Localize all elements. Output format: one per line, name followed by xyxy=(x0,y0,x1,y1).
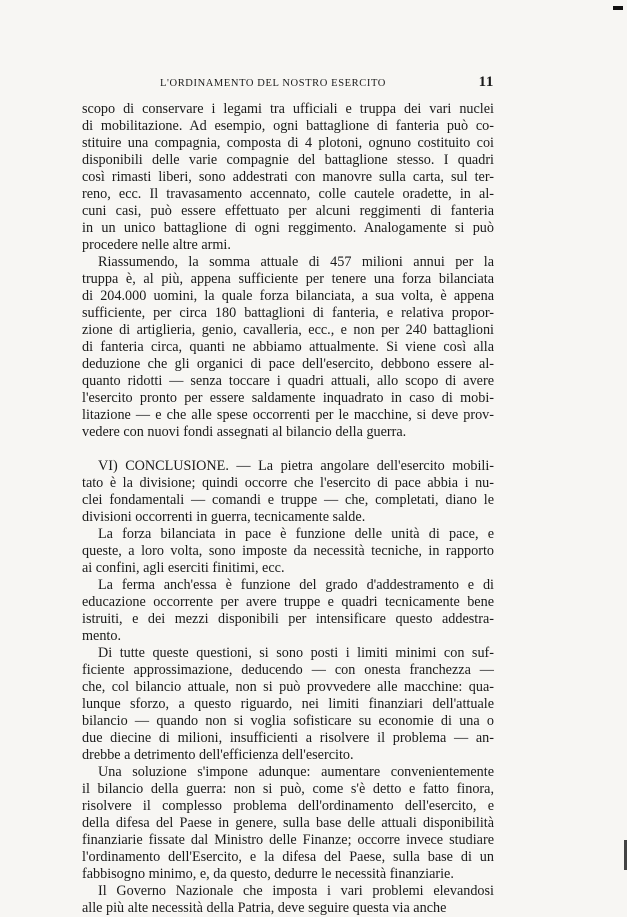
text-line: ai confini, agli eserciti finitimi, ecc. xyxy=(82,560,285,576)
scan-edge-mark xyxy=(613,6,623,10)
text-line: scopo di conservare i legami tra ufficiali e truppa dei vari nuclei xyxy=(82,101,494,117)
paragraph-gap xyxy=(82,441,494,458)
text-line: il bilancio della guerra: non si può, come s'è detto e fatto finora, xyxy=(82,781,494,797)
text-line: stituire una compagnia, composta di 4 plotoni, ognuno costituito coi xyxy=(82,135,494,151)
text-line: istruiti, e dei mezzi disponibili per intensificare questo addestra- xyxy=(82,611,494,627)
text-line: quanto ridotti — senza toccare i quadri attuali, allo scopo di avere xyxy=(82,373,494,389)
text-line: di fanteria circa, quanti ne abbiamo attualmente. Si viene così alla xyxy=(82,339,494,355)
text-line: La forza bilanciata in pace è funzione delle unità di pace, e xyxy=(98,526,494,542)
text-line: risolvere il complesso problema dell'ordinamento dell'esercito, e xyxy=(82,798,494,814)
text-line: procedere nelle altre armi. xyxy=(82,237,231,253)
text-line: deduzione che gli organici di pace dell'esercito, debbono essere al- xyxy=(82,356,494,372)
text-line: di 204.000 uomini, la quale forza bilanciata, a sua volta, è appena xyxy=(82,288,494,304)
page-number: 11 xyxy=(478,74,494,90)
text-line: VI) CONCLUSIONE. — La pietra angolare dell'esercito mobili- xyxy=(98,458,494,474)
text-line: l'esercito pronto per essere saldamente inquadrato in caso di mobi- xyxy=(82,390,494,406)
text-line: così rimasti liberi, sono addestrati con manovre sulla carta, sul ter- xyxy=(82,169,494,185)
text-line: cuni casi, può essere effettuato per alcuni reggimenti di fanteria xyxy=(82,203,494,219)
text-line: truppa è, al più, appena sufficiente per tenere una forza bilanciata xyxy=(82,271,494,287)
text-line: di mobilitazione. Ad esempio, ogni battaglione di fanteria può co- xyxy=(82,118,494,134)
text-line: educazione occorrente per avere truppe e quadri tecnicamente bene xyxy=(82,594,494,610)
text-line: litazione — e che alle spese occorrenti per le macchine, si deve prov- xyxy=(82,407,494,423)
text-line: Il Governo Nazionale che imposta i vari problemi elevandosi xyxy=(98,883,494,899)
text-line: finanziarie fissate dal Ministro delle Finanze; occorre invece studiare xyxy=(82,832,494,848)
text-line: Di tutte queste questioni, si sono posti i limiti minimi con suf- xyxy=(98,645,494,661)
text-line: clei fondamentali — comandi e truppe — che, completati, diano le xyxy=(82,492,494,508)
text-line: queste, a loro volta, sono imposte da necessità tecniche, in rapporto xyxy=(82,543,494,559)
text-line: disponibili delle varie compagnie del battaglione stesso. I quadri xyxy=(82,152,494,168)
text-line: sufficiente, per circa 180 battaglioni di fanteria, e relativa propor- xyxy=(82,305,494,321)
text-line: zione di artiglieria, genio, cavalleria, ecc., e non per 240 battaglioni xyxy=(82,322,494,338)
text-line: reno, ecc. Il travasamento accennato, colle cautele oradette, in al- xyxy=(82,186,494,202)
text-line: della difesa del Paese in genere, sulla base delle attuali disponibilità xyxy=(82,815,494,831)
text-line: Riassumendo, la somma attuale di 457 milioni annui per la xyxy=(98,254,494,270)
text-line: alle più alte necessità della Patria, deve seguire questa via anche xyxy=(82,900,447,916)
text-line: bilancio — quando non si voglia sofisticare su economie di una o xyxy=(82,713,494,729)
text-line: due diecine di milioni, insufficienti a risolvere il problema — an- xyxy=(82,730,494,746)
text-line: fabbisogno minimo, e, da questo, dedurre le necessità finanziarie. xyxy=(82,866,454,882)
text-line: Una soluzione s'impone adunque: aumentare convenientemente xyxy=(98,764,494,780)
text-line: vedere con nuovi fondi assegnati al bilancio della guerra. xyxy=(82,424,407,440)
text-line: divisioni occorrenti in guerra, tecnicamente salde. xyxy=(82,509,366,525)
text-line: che, col bilancio attuale, non si può provvedere alle macchine: qua- xyxy=(82,679,494,695)
text-line: drebbe a detrimento dell'efficienza dell'esercito. xyxy=(82,747,354,763)
text-line: lunque sforzo, a questo riguardo, nei limiti finanziari dell'attuale xyxy=(82,696,494,712)
text-line: l'ordinamento dell'Esercito, e la difesa del Paese, sulla base di un xyxy=(82,849,494,865)
text-line: mento. xyxy=(82,628,122,644)
text-line: tato è la divisione; quindi occorre che l'esercito di pace abbia i nu- xyxy=(82,475,494,491)
running-title: L'ORDINAMENTO DEL NOSTRO ESERCITO xyxy=(160,78,386,89)
body-text xyxy=(82,101,494,917)
text-line: La ferma anch'essa è funzione del grado d'addestramento e di xyxy=(98,577,494,593)
text-line: in un unico battaglione di ogni reggimento. Analogamente si può xyxy=(82,220,494,236)
text-line: ficiente approssimazione, deducendo — con onesta franchezza — xyxy=(82,662,494,678)
